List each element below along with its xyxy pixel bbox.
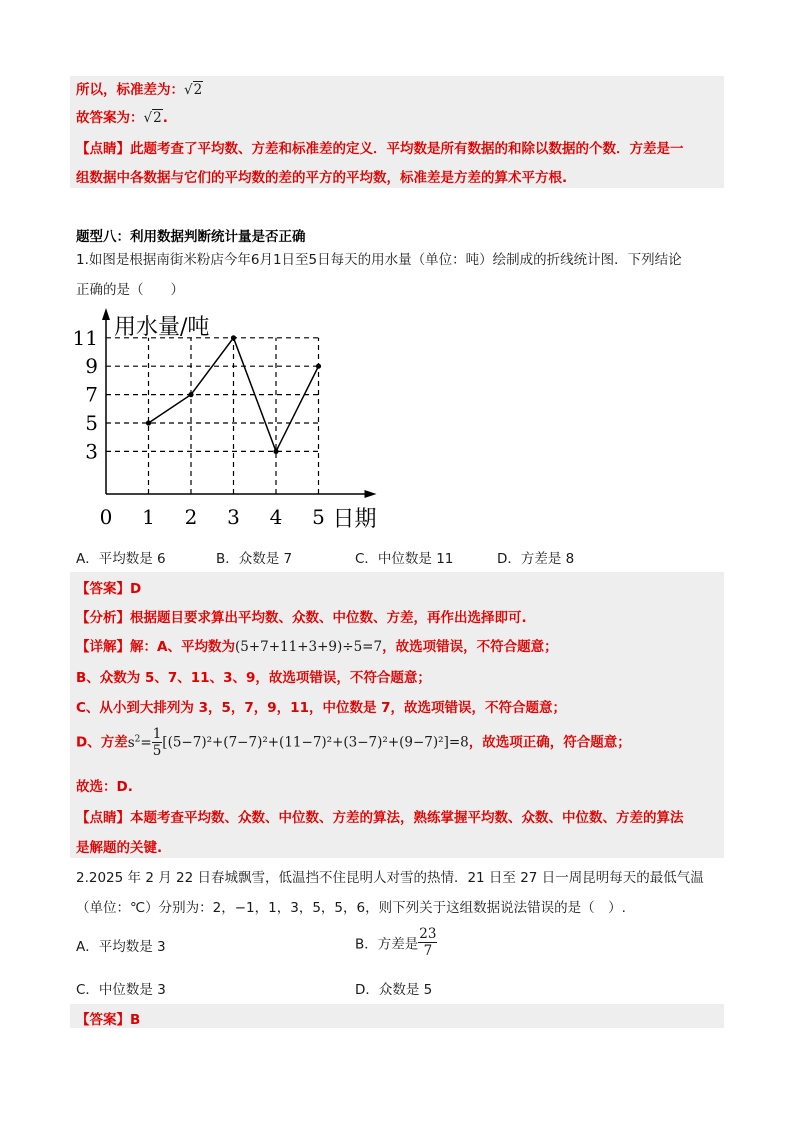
q1-analysis: 【分析】根据题目要求算出平均数、众数、中位数、方差，再作出选择即可. (76, 610, 527, 626)
q1-choice: 故选：D. (76, 779, 133, 795)
q1-stem-line-1: 1.如图是根据南街米粉店今年6月1日至5日每天的用水量（单位：吨）绘制成的折线统计图．下列结论 (76, 252, 682, 268)
q1-review-line-1: 【点睛】本题考查平均数、众数、中位数、方差的算法，熟练掌握平均数、众数、中位数、方差的算法 (76, 810, 684, 826)
data-point (316, 364, 321, 369)
q2-stem-line-1: 2.2025 年 2 月 22 日春城飘雪，低温挡不住昆明人对雪的热情．21 日至 27 日一周昆明每天的最低气温 (76, 870, 704, 886)
sqrt-expression: √2 (184, 82, 203, 98)
q1-answer: 【答案】D (76, 581, 142, 597)
data-point (231, 335, 236, 340)
y-tick-label: 7 (85, 382, 98, 407)
x-tick-label: 2 (184, 505, 198, 529)
y-tick-label: 11 (72, 325, 98, 350)
q2-option-c: C．中位数是 3 (76, 982, 166, 998)
x-axis-title: 日期 (332, 507, 377, 532)
q1-option-d: D．方差是 8 (497, 551, 575, 567)
q2-stem-line-2: （单位：℃）分别为：2，−1，1，3，5，5，6，则下列关于这组数据说法错误的是（ ）. (76, 900, 626, 916)
q2-solution-block (70, 1004, 724, 1028)
section-title: 题型八：利用数据判断统计量是否正确 (76, 229, 306, 245)
y-axis-arrow (102, 308, 110, 320)
q1-detail-c: C、从小到大排列为 3，5，7，9，11，中位数是 7，故选项错误，不符合题意； (76, 700, 567, 716)
fraction: $\frac{23}{7}$ (419, 926, 437, 959)
origin-label: 0 (99, 505, 113, 529)
fraction: $\frac{1}{5}$ (152, 726, 162, 759)
y-tick-label: 5 (85, 411, 98, 435)
x-tick-label: 3 (227, 505, 240, 529)
q2-option-b: B．方差是 $\frac{23}{7}$ (355, 926, 437, 959)
q2-answer: 【答案】B (76, 1012, 141, 1028)
answer-line: 故答案为：√2. (76, 110, 168, 126)
q2-option-a: A．平均数是 3 (76, 939, 166, 955)
data-point (273, 449, 278, 454)
x-axis-arrow (365, 490, 377, 498)
review-line-2: 组数据中各数据与它们的平均数的差的平方的平均数，标准差是方差的算术平方根. (76, 170, 568, 186)
q1-detail-d: D、方差$s^2=$ $\frac{1}{5}$ [(5−7)²+(7−7)²+(11−7)²+(3−7)²+(9−7)²]=8，故选项正确，符合题意； (76, 726, 631, 759)
y-tick-label: 9 (85, 354, 98, 379)
q1-option-b: B．众数是 7 (216, 551, 293, 567)
y-tick-label: 3 (85, 439, 98, 464)
q1-stem-line-2: 正确的是（ ） (76, 282, 184, 298)
std-dev-line: 所以，标准差为：√2 (76, 82, 203, 98)
x-tick-label: 5 (312, 505, 325, 529)
y-axis-title: 用水量/吨 (114, 315, 210, 340)
x-tick-label: 4 (269, 505, 283, 529)
q1-option-a: A．平均数是 6 (76, 551, 166, 567)
q1-detail-b: B、众数为 5、7、11、3、9，故选项错误，不符合题意； (76, 670, 431, 686)
sqrt-expression: √2 (143, 110, 162, 126)
data-point (146, 420, 151, 425)
q1-option-c: C．中位数是 11 (355, 551, 454, 567)
data-point (188, 392, 193, 397)
q2-option-d: D．众数是 5 (355, 982, 433, 998)
x-tick-label: 1 (142, 505, 155, 529)
q1-review-line-2: 是解题的关键. (76, 840, 163, 856)
chart-grid (106, 338, 319, 494)
review-line-1: 【点睛】此题考查了平均数、方差和标准差的定义．平均数是所有数据的和除以数据的个数．方差是一 (76, 141, 684, 157)
q1-detail-a: 【详解】解：A、平均数为(5+7+11+3+9)÷5=7，故选项错误，不符合题意； (76, 639, 558, 655)
water-usage-line-chart (72, 308, 396, 538)
